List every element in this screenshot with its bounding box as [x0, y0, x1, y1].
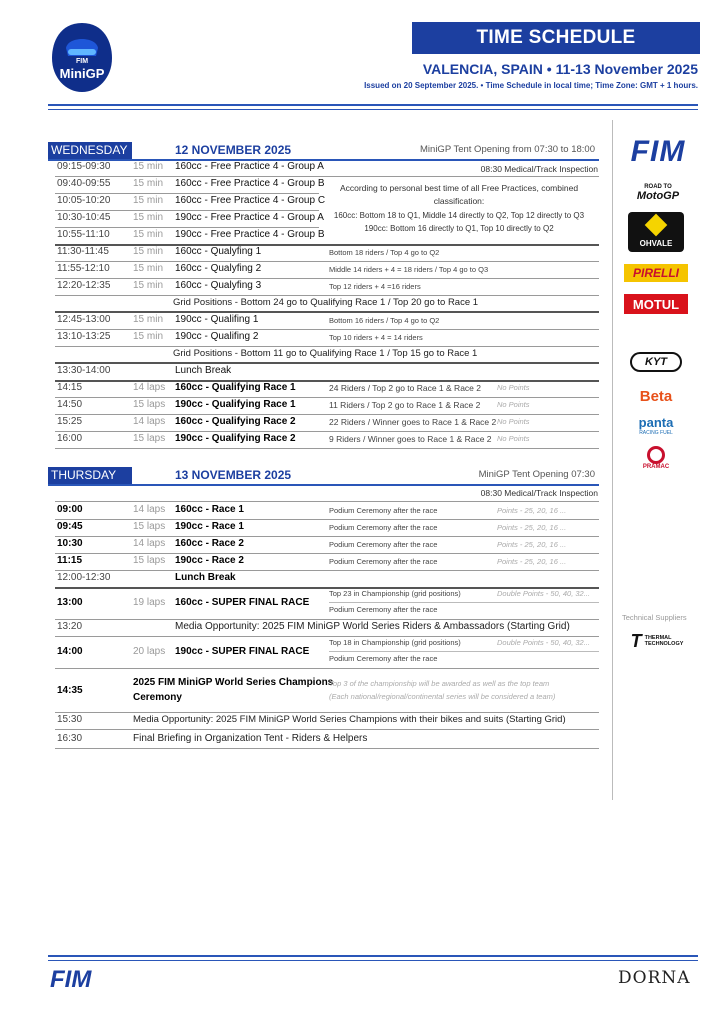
logo-fim-text: FIM [75, 58, 89, 65]
thursday-medical: 08:30 Medical/Track Inspection [480, 488, 598, 498]
sponsor-divider [612, 120, 613, 800]
thermal-technology-logo: T THERMAL TECHNOLOGY [630, 630, 684, 651]
fp-info-3: 160cc: Bottom 18 to Q1, Middle 14 directly to Q2, Top 12 directly to Q3 [333, 211, 585, 220]
technical-suppliers-label: Technical Suppliers [622, 613, 687, 622]
table-row: 11:55-12:10 15 min 160cc - Qualyfing 2 Middle 14 riders + 4 = 18 riders / Top 4 go to Q3 [55, 263, 599, 279]
table-row: 12:20-12:35 15 min 160cc - Qualyfing 3 Top 12 riders + 4 =16 riders [55, 280, 599, 296]
thursday-tag: THURSDAY [48, 467, 132, 484]
table-row: 10:55-11:10 15 min 190cc - Free Practice 4 - Group B [55, 229, 599, 246]
table-row: 10:05-10:20 15 min 160cc - Free Practice 4 - Group C [55, 195, 319, 211]
table-row: 09:40-09:55 15 min 160cc - Free Practice 4 - Group B [55, 178, 319, 194]
header-divider-thin [48, 109, 698, 110]
wednesday-tag: WEDNESDAY [48, 142, 132, 159]
fp-info-1: According to personal best time of all Free Practices, combined [339, 183, 579, 193]
motul-logo: MOTUL [624, 294, 688, 314]
lunch-row: 13:30-14:00 Lunch Break [55, 365, 599, 382]
thursday-header [48, 467, 599, 486]
fim-logo: FIM [630, 135, 686, 168]
footer-fim-logo: FIM [50, 966, 92, 993]
briefing-row: 16:30 Final Briefing in Organization Tent - Riders & Helpers [55, 733, 599, 749]
fp-info-4: 190cc: Bottom 16 directly to Q1, Top 10 directly to Q2 [364, 224, 554, 233]
issued-note: Issued on 20 September 2025. • Time Schedule in local time; Time Zone: GMT + 1 hours. [364, 81, 698, 90]
pramac-logo: PRAMAC [622, 444, 690, 472]
subrow-divider [329, 602, 599, 603]
grid-positions-160: Grid Positions - Bottom 24 go to Qualifying Race 1 / Top 20 go to Race 1 [55, 297, 599, 313]
wednesday-opening: MiniGP Tent Opening from 07:30 to 18:00 [420, 144, 595, 155]
media-opportunity-row: 15:30 Media Opportunity: 2025 FIM MiniGP World Series Champions with their bikes and suits (Starting Grid) [55, 714, 599, 730]
kyt-logo: KYT [630, 352, 682, 372]
table-row: 14:15 14 laps 160cc - Qualifying Race 1 24 Riders / Top 2 go to Race 1 & Race 2 No Points [55, 382, 599, 398]
footer-divider-thin [48, 960, 698, 961]
table-row: 15:25 14 laps 160cc - Qualifying Race 2 22 Riders / Winner goes to Race 1 & Race 2 No Points [55, 416, 599, 432]
fp-info-2: classification: [433, 196, 485, 206]
lunch-row: 12:00-12:30 Lunch Break [55, 572, 599, 589]
thursday-opening: MiniGP Tent Opening 07:30 [478, 469, 595, 480]
beta-logo: Beta [639, 387, 673, 405]
wednesday-date: 12 NOVEMBER 2025 [175, 143, 292, 157]
table-row: 10:30 14 laps 160cc - Race 2 Podium Ceremony after the race Points - 25, 20, 16 ... [55, 538, 599, 554]
footer-dorna-logo: DORNA [618, 968, 691, 988]
road-to-motogp-logo: ROAD TO MotoGP [636, 184, 680, 202]
table-row: 09:00 14 laps 160cc - Race 1 Podium Ceremony after the race Points - 25, 20, 16 ... [55, 504, 599, 520]
table-row: 09:15-09:30 15 min 160cc - Free Practice 4 - Group A [55, 161, 599, 177]
media-opportunity-row: 13:20 Media Opportunity: 2025 FIM MiniGP World Series Riders & Ambassadors (Starting Grid) [55, 621, 599, 637]
grid-positions-190: Grid Positions - Bottom 11 go to Qualifying Race 1 / Top 15 go to Race 1 [55, 348, 599, 364]
ceremony-row: 14:35 2025 FIM MiniGP World Series Champions Ceremony Top 3 of the championship will be awarded as well as the top team (Each national/regional/continental series will be considered a team) [55, 672, 599, 713]
table-row: 11:30-11:45 15 min 160cc - Qualyfing 1 Bottom 18 riders / Top 4 go to Q2 [55, 246, 599, 262]
ohvale-logo: OHVALE [628, 212, 684, 252]
table-row: 14:50 15 laps 190cc - Qualifying Race 1 11 Riders / Top 2 go to Race 1 & Race 2 No Points [55, 399, 599, 415]
panta-logo: panta RACING FUEL [638, 414, 674, 436]
logo-minigp-text: MiniGP [59, 66, 105, 81]
table-row: 13:10-13:25 15 min 190cc - Qualifing 2 Top 10 riders + 4 = 14 riders [55, 331, 599, 347]
minigp-logo [46, 20, 118, 96]
super-final-160: 13:00 19 laps 160cc - SUPER FINAL RACE Top 23 in Championship (grid positions) Double Points - 50, 40, 32... Podium Ceremony after the race [55, 589, 599, 620]
header-divider [48, 104, 698, 106]
medical-inspection: 08:30 Medical/Track Inspection [480, 164, 598, 174]
table-row: 11:15 15 laps 190cc - Race 2 Podium Ceremony after the race Points - 25, 20, 16 ... [55, 555, 599, 571]
footer-divider [48, 955, 698, 957]
super-final-190: 14:00 20 laps 190cc - SUPER FINAL RACE Top 18 in Championship (grid positions) Double Points - 50, 40, 32... Podium Ceremony after the race [55, 638, 599, 669]
table-row: 10:30-10:45 15 min 190cc - Free Practice 4 - Group A [55, 212, 319, 228]
thursday-divider [55, 501, 599, 502]
table-row: 16:00 15 laps 190cc - Qualifying Race 2 9 Riders / Winner goes to Race 1 & Race 2 No Points [55, 433, 599, 449]
page-title: TIME SCHEDULE [412, 22, 700, 54]
wednesday-header [48, 142, 599, 161]
thursday-date: 13 NOVEMBER 2025 [175, 468, 292, 482]
event-location: VALENCIA, SPAIN • 11-13 November 2025 [422, 61, 698, 77]
table-row: 12:45-13:00 15 min 190cc - Qualifing 1 Bottom 16 riders / Top 4 go to Q2 [55, 314, 599, 330]
pirelli-logo: PIRELLI [624, 264, 688, 282]
table-row: 09:45 15 laps 190cc - Race 1 Podium Ceremony after the race Points - 25, 20, 16 ... [55, 521, 599, 537]
subrow-divider [329, 651, 599, 652]
